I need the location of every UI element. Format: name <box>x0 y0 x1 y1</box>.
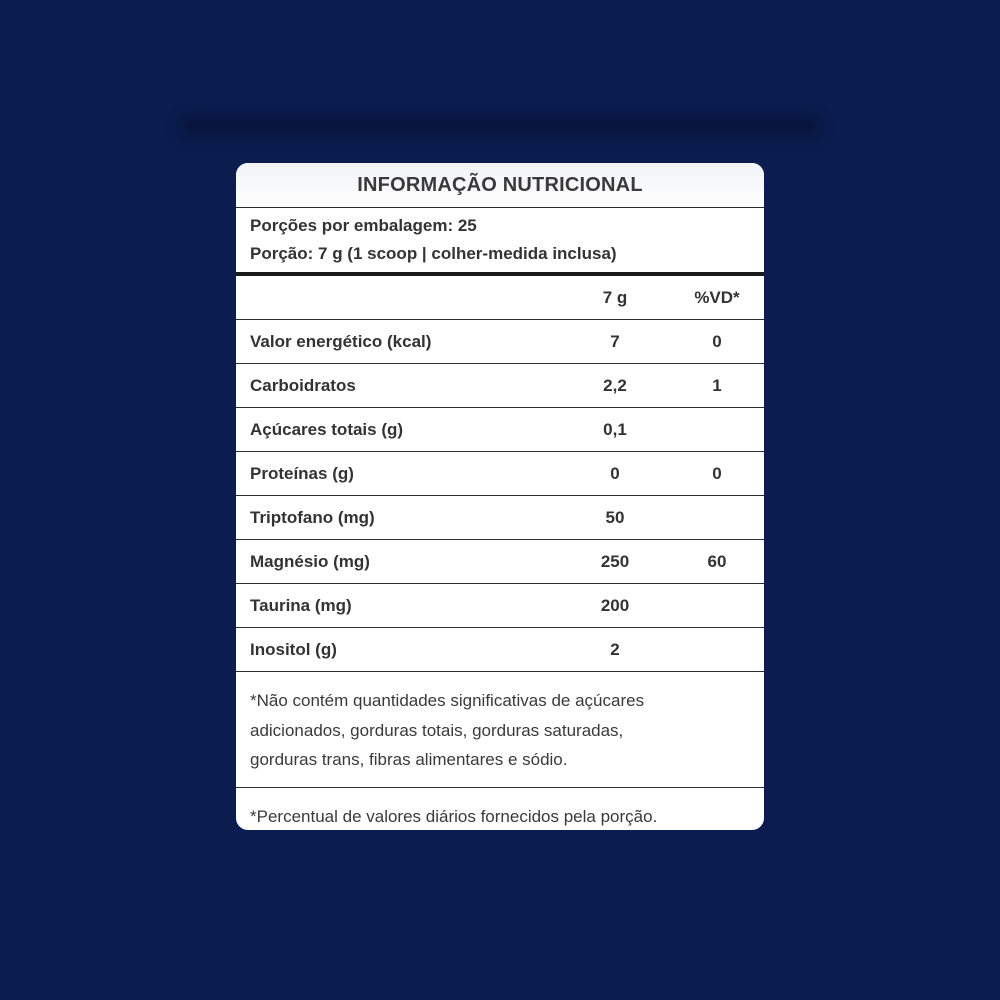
nutrient-name: Açúcares totais (g) <box>250 419 404 439</box>
header-vd: %VD* <box>694 287 740 307</box>
portion-info <box>236 208 764 276</box>
nutrient-vd: 0 <box>712 331 722 351</box>
vd-footnote: *Percentual de valores diários fornecidos pela porção. <box>250 806 658 826</box>
nutrient-vd: 0 <box>712 463 722 483</box>
label-title: INFORMAÇÃO NUTRICIONAL <box>236 163 764 208</box>
nutrition-note <box>236 672 764 788</box>
nutrient-amount: 250 <box>600 551 630 571</box>
nutrient-name: Magnésio (mg) <box>250 551 370 571</box>
nutrient-name: Valor energético (kcal) <box>250 331 432 351</box>
nutrient-amount: 2 <box>610 639 620 659</box>
nutrient-amount: 2,2 <box>603 375 627 395</box>
portions-per-package: Porções por embalagem: 25 <box>250 216 477 235</box>
portion-size: Porção: 7 g (1 scoop | colher-medida inclusa) <box>250 244 617 263</box>
table-row <box>236 320 764 364</box>
nutrient-amount: 7 <box>610 331 620 351</box>
table-row <box>236 628 764 672</box>
nutrient-name: Triptofano (mg) <box>250 507 375 527</box>
table-row <box>236 452 764 496</box>
background-shadow <box>180 112 820 142</box>
nutrient-vd: 1 <box>712 375 722 395</box>
table-row <box>236 408 764 452</box>
nutrient-amount: 0,1 <box>603 419 627 439</box>
nutrition-label <box>236 163 764 830</box>
note-line: *Não contém quantidades significativas de açúcares <box>250 691 645 710</box>
nutrient-amount: 0 <box>610 463 620 483</box>
nutrient-vd: 60 <box>707 551 727 571</box>
note-line: gorduras trans, fibras alimentares e sódio. <box>250 750 568 769</box>
nutrient-name: Proteínas (g) <box>250 463 354 483</box>
table-header <box>236 276 764 320</box>
table-row <box>236 496 764 540</box>
table-row <box>236 584 764 628</box>
note-line: adicionados, gorduras totais, gorduras saturadas, <box>250 720 624 740</box>
nutrient-name: Carboidratos <box>250 375 356 395</box>
table-row <box>236 364 764 408</box>
nutrient-amount: 200 <box>600 595 630 615</box>
table-row <box>236 540 764 584</box>
nutrient-amount: 50 <box>605 507 625 527</box>
nutrient-name: Taurina (mg) <box>250 595 352 615</box>
header-amount: 7 g <box>602 287 628 307</box>
nutrient-name: Inositol (g) <box>250 639 337 659</box>
